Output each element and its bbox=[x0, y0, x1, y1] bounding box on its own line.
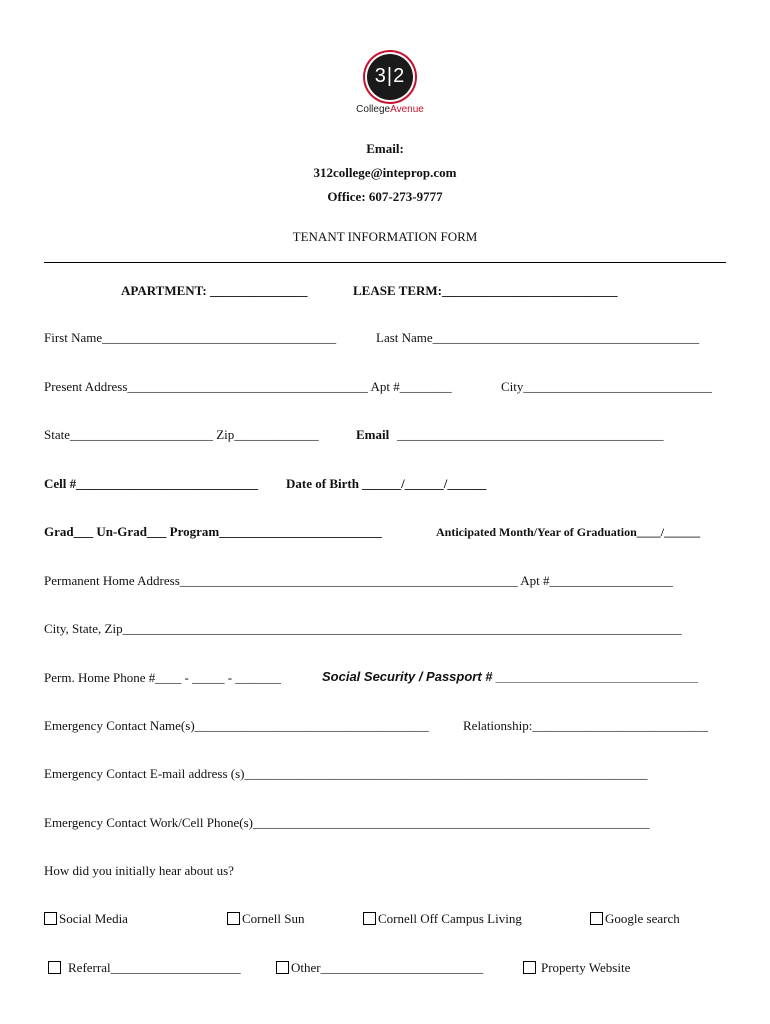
logo-name-part2: Avenue bbox=[390, 104, 424, 115]
checkbox[interactable] bbox=[44, 912, 57, 925]
option-label: Cornell Sun bbox=[242, 911, 305, 926]
option-google-search[interactable] bbox=[590, 911, 680, 927]
option-label: Property Website bbox=[541, 960, 631, 975]
cell-field[interactable]: Cell #____________________________ bbox=[44, 476, 259, 491]
checkbox[interactable] bbox=[227, 912, 240, 925]
lease-term-field[interactable]: LEASE TERM:___________________________ bbox=[353, 283, 618, 298]
city-state-zip-field[interactable]: City, State, Zip______________________________________________________________________________________ bbox=[44, 621, 682, 636]
relationship-field[interactable]: Relationship:___________________________ bbox=[463, 718, 708, 733]
option-other[interactable] bbox=[276, 960, 483, 976]
logo-name bbox=[350, 104, 430, 115]
option-label: Google search bbox=[605, 911, 680, 926]
checkbox[interactable] bbox=[363, 912, 376, 925]
checkbox[interactable] bbox=[276, 961, 289, 974]
option-cornell-off-campus[interactable] bbox=[363, 911, 522, 927]
logo-name-part1: College bbox=[356, 104, 391, 115]
program-field[interactable]: Grad___ Un-Grad___ Program_________________________ bbox=[44, 524, 382, 539]
city-field[interactable]: City_____________________________ bbox=[501, 379, 712, 394]
email-label: Email: bbox=[366, 141, 404, 156]
option-label: Cornell Off Campus Living bbox=[378, 911, 522, 926]
first-name-field[interactable]: First Name____________________________________ bbox=[44, 330, 337, 345]
graduation-field[interactable]: Anticipated Month/Year of Graduation____/______ bbox=[436, 525, 701, 539]
email-field[interactable]: _________________________________________ bbox=[397, 427, 664, 442]
checkbox[interactable] bbox=[523, 961, 536, 974]
option-referral[interactable] bbox=[48, 960, 241, 976]
option-cornell-sun[interactable] bbox=[227, 911, 304, 927]
present-address-field[interactable]: Present Address_____________________________________ Apt #________ bbox=[44, 379, 452, 394]
office-phone: Office: 607-273-9777 bbox=[327, 189, 443, 204]
last-name-field[interactable]: Last Name_________________________________________ bbox=[376, 330, 700, 345]
perm-home-phone-field[interactable]: Perm. Home Phone #____ - _____ - _______ bbox=[44, 670, 281, 685]
logo-number: 3|2 bbox=[374, 65, 406, 87]
contact-email: 312college@inteprop.com bbox=[313, 165, 457, 180]
checkbox[interactable] bbox=[48, 961, 61, 974]
header-divider bbox=[44, 262, 726, 263]
option-social-media[interactable] bbox=[44, 911, 128, 927]
email-field-label: Email bbox=[356, 427, 390, 442]
emergency-email-field[interactable]: Emergency Contact E-mail address (s)______________________________________________________________ bbox=[44, 766, 648, 781]
logo-badge bbox=[367, 54, 413, 100]
company-logo bbox=[350, 54, 430, 124]
emergency-phone-field[interactable]: Emergency Contact Work/Cell Phone(s)_____________________________________________________________ bbox=[44, 815, 650, 830]
option-label: Social Media bbox=[59, 911, 128, 926]
apartment-field[interactable]: APARTMENT: _______________ bbox=[121, 283, 308, 298]
form-title: TENANT INFORMATION FORM bbox=[292, 229, 478, 244]
option-label: Referral____________________ bbox=[68, 960, 241, 975]
permanent-address-field[interactable]: Permanent Home Address____________________________________________________ Apt #___________________ bbox=[44, 573, 674, 588]
how-heard-question: How did you initially hear about us? bbox=[44, 863, 234, 878]
ssn-passport-field[interactable]: Social Security / Passport # ____________________________ bbox=[322, 669, 699, 684]
option-property-website[interactable] bbox=[523, 960, 630, 976]
emergency-contact-name-field[interactable]: Emergency Contact Name(s)____________________________________ bbox=[44, 718, 429, 733]
checkbox[interactable] bbox=[590, 912, 603, 925]
option-label: Other_________________________ bbox=[291, 960, 484, 975]
state-zip-field[interactable]: State______________________ Zip_____________ bbox=[44, 427, 319, 442]
date-of-birth-field[interactable]: Date of Birth ______/______/______ bbox=[286, 476, 487, 491]
